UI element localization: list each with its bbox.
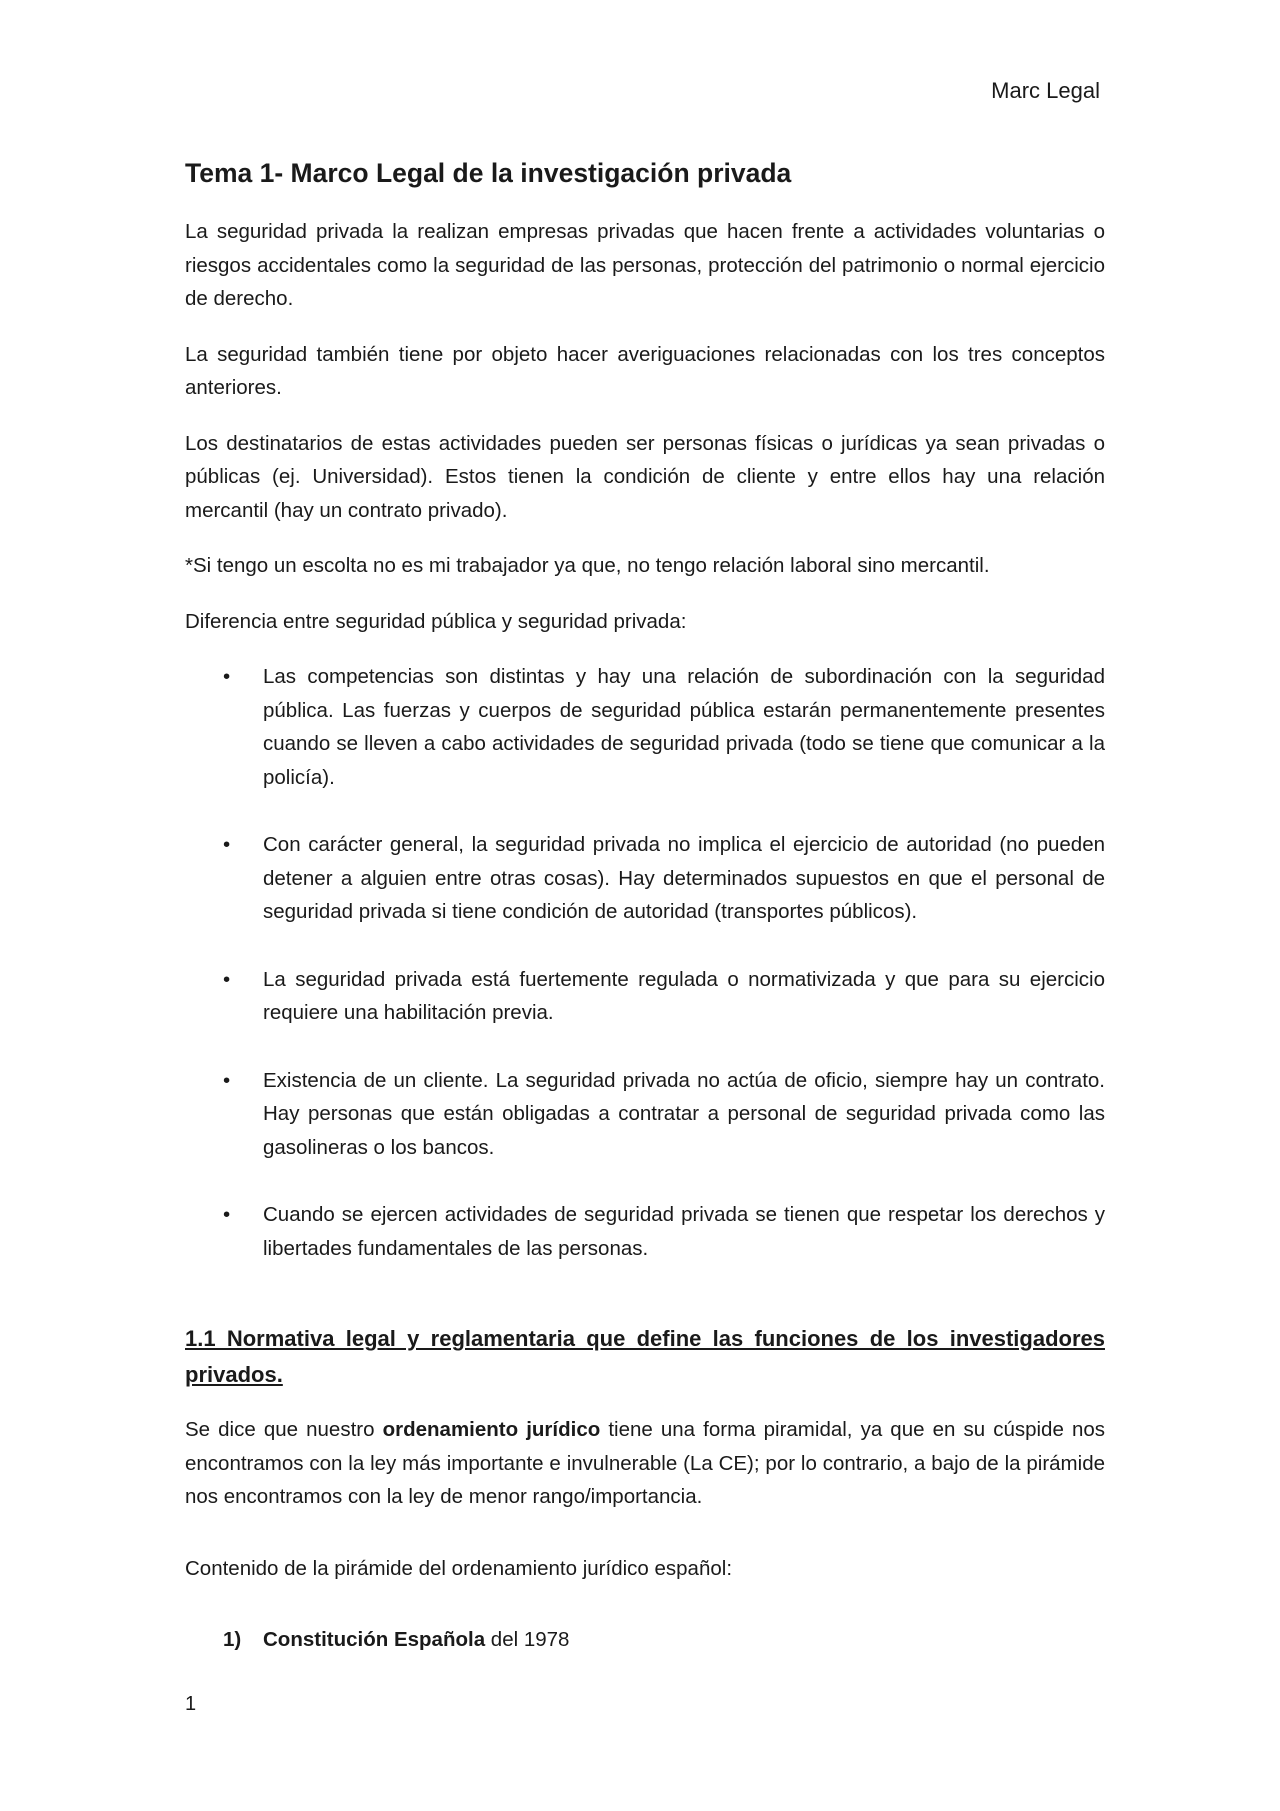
list-item bbox=[185, 1064, 1105, 1165]
bullet-icon: • bbox=[223, 665, 231, 688]
page-content bbox=[185, 155, 1105, 1657]
differences-list bbox=[185, 660, 1105, 1265]
list-item bbox=[185, 1623, 1105, 1657]
list-item-text: La seguridad privada está fuertemente regulada o normativizada y que para su ejercicio requiere una habilitación previa. bbox=[263, 967, 1105, 1024]
bullet-icon: • bbox=[223, 1068, 231, 1092]
section-heading: 1.1 Normativa legal y reglamentaria que define las funciones de los investigadores privados. bbox=[185, 1326, 1105, 1387]
list-item bbox=[185, 1198, 1105, 1265]
list-item-text: Con carácter general, la seguridad privada no implica el ejercicio de autoridad (no pueden detener a alguien entre otras cosas). Hay determinados supuestos en que el personal de seguridad privada si tiene condición de autoridad (transportes públicos). bbox=[263, 833, 1105, 923]
list-item-rest: del 1978 bbox=[485, 1628, 570, 1651]
ordenamiento-text-before: Se dice que nuestro bbox=[185, 1418, 383, 1441]
list-item-text: Las competencias son distintas y hay una relación de subordinación con la seguridad pública. Las fuerzas y cuerpos de seguridad pública estarán permanentemente presentes cuando se lleven a cabo actividades de seguridad privada (todo se tiene que comunicar a la policía). bbox=[263, 665, 1105, 789]
paragraph-diferencia-intro: Diferencia entre seguridad pública y seguridad privada: bbox=[185, 609, 687, 633]
ordenamiento-text-after: tiene una forma piramidal, ya que en su cúspide nos encontramos con la ley más importante e invulnerable (La CE); por lo contrario, a bajo de la pirámide nos encontramos con la ley de menor rango/importancia. bbox=[185, 1418, 1105, 1508]
paragraph-definition: La seguridad privada la realizan empresas privadas que hacen frente a actividades voluntarias o riesgos accidentales como la seguridad de las personas, protección del patrimonio o normal ejercicio de derecho. bbox=[185, 220, 1105, 310]
paragraph-piramide-intro: Contenido de la pirámide del ordenamiento jurídico español: bbox=[185, 1556, 733, 1580]
paragraph-ordenamiento bbox=[185, 1413, 1105, 1514]
pyramid-list bbox=[185, 1623, 1105, 1657]
list-item bbox=[185, 963, 1105, 1030]
paragraph-escolta-note: *Si tengo un escolta no es mi trabajador ya que, no tengo relación laboral sino mercantil. bbox=[185, 554, 990, 577]
list-item bbox=[185, 660, 1105, 794]
paragraph-destinatarios: Los destinatarios de estas actividades pueden ser personas físicas o jurídicas ya sean privadas o públicas (ej. Universidad). Estos tienen la condición de cliente y entre ellos hay una relación mercantil (hay un contrato privado). bbox=[185, 431, 1105, 522]
list-item-text: Existencia de un cliente. La seguridad privada no actúa de oficio, siempre hay un contrato. Hay personas que están obligadas a contratar a personal de seguridad privada como las gasolineras o los bancos. bbox=[263, 1068, 1105, 1159]
list-item-bold: Constitución Española bbox=[263, 1628, 486, 1651]
document-title: Tema 1- Marco Legal de la investigación privada bbox=[185, 158, 792, 188]
ordenamiento-bold-term: ordenamiento jurídico bbox=[382, 1418, 601, 1441]
paragraph-objeto: La seguridad también tiene por objeto hacer averiguaciones relacionadas con los tres conceptos anteriores. bbox=[185, 342, 1105, 399]
bullet-icon: • bbox=[223, 1203, 231, 1226]
page-number: 1 bbox=[185, 1693, 197, 1715]
bullet-icon: • bbox=[223, 967, 231, 991]
page-header: Marc Legal bbox=[991, 78, 1100, 103]
list-item-number: 1) bbox=[223, 1628, 242, 1651]
list-item-text: Cuando se ejercen actividades de seguridad privada se tienen que respetar los derechos y libertades fundamentales de las personas. bbox=[263, 1203, 1105, 1260]
bullet-icon: • bbox=[223, 833, 231, 856]
list-item bbox=[185, 828, 1105, 929]
